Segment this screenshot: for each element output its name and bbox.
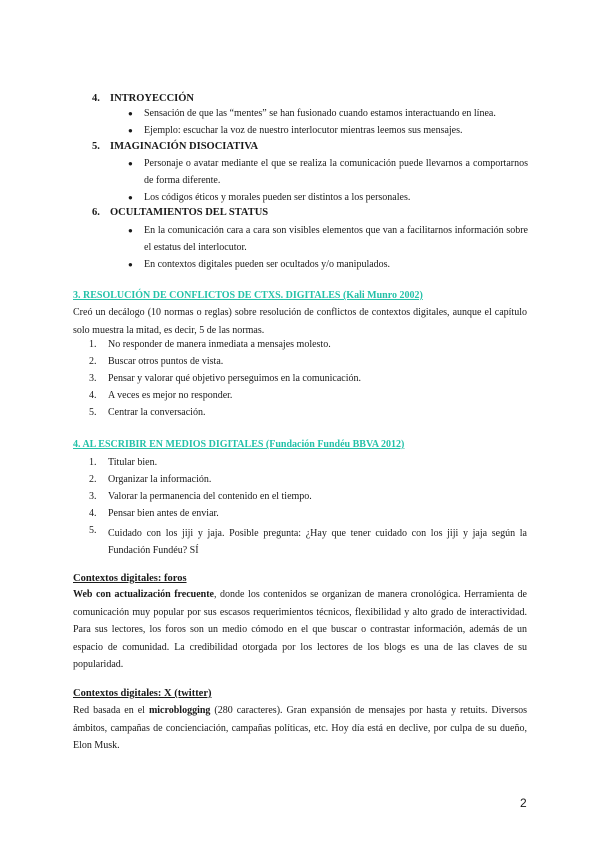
list-number: 2.: [89, 474, 97, 485]
foros-paragraph: [73, 586, 527, 674]
section-title-foros: Contextos digitales: foros: [73, 573, 187, 584]
bullet-text: Personaje o avatar mediante el que se realiza la comunicación puede llevarnos a comportarnos de forma diferente.: [144, 158, 528, 186]
bullet-icon: ●: [128, 126, 133, 135]
section-heading-resolucion-conflictos[interactable]: 3. RESOLUCIÓN DE CONFLICTOS DE CTXS. DIGITALES (Kali Munro 2002): [73, 290, 423, 301]
item-title: INTROYECCIÓN: [110, 93, 195, 104]
bullet-icon: ●: [128, 193, 133, 202]
bullet-icon: ●: [128, 109, 133, 118]
twitter-text-pre: Red basada en el: [73, 705, 149, 716]
list-number: 5.: [89, 525, 97, 536]
item-number: 5.: [92, 141, 100, 152]
bullet-text: En contextos digitales pueden ser ocultados y/o manipulados.: [144, 259, 391, 270]
section-intro-paragraph: Creó un decálogo (10 normas o reglas) sobre resolución de conflictos de contextos digitales, aunque el capítulo solo muestra la mitad, es decir, 5 de las normas.: [73, 307, 527, 336]
section-title-twitter: Contextos digitales: X (twitter): [73, 688, 212, 699]
twitter-bold: microblogging: [148, 705, 211, 716]
foros-text: , donde los contenidos se organizan de manera cronológica. Herramienta de comunicación muy popular por sus escasos requerimientos técnicos, flexibilidad y alto grado de interactividad. Para sus lectores, los foros son un medio cómodo en el que buscar o contrastar información, además de un espacio de comunidad. La credibilidad otorgada por los lectores de los blogs es una de las claves de su popularidad.: [73, 589, 527, 670]
list-number: 1.: [89, 457, 97, 468]
foros-bold-lead: Web con actualización frecuente: [73, 589, 214, 600]
bullet-icon: ●: [128, 260, 133, 269]
list-text: Centrar la conversación.: [108, 407, 206, 418]
list-number: 4.: [89, 508, 97, 519]
list-text: Valorar la permanencia del contenido en el tiempo.: [108, 491, 312, 502]
list-number: 3.: [89, 491, 97, 502]
list-number: 3.: [89, 373, 97, 384]
item-number: 6.: [92, 207, 100, 218]
list-text: No responder de manera inmediata a mensajes molesto.: [108, 339, 331, 350]
bullet-text: En la comunicación cara a cara son visibles elementos que van a facilitarnos información sobre el estatus del interlocutor.: [144, 225, 528, 253]
twitter-paragraph: [73, 702, 527, 755]
list-number: 2.: [89, 356, 97, 367]
bullet-text: Los códigos éticos y morales pueden ser distintos a los personales.: [144, 192, 411, 203]
list-text: Pensar y valorar qué objetivo perseguimos en la comunicación.: [108, 373, 361, 384]
page-number: 2: [520, 796, 527, 810]
list-text: Cuidado con los jiji y jaja. Posible pregunta: ¿Hay que tener cuidado con los jiji y jaja según la Fundación Fundéu? SÍ: [108, 528, 527, 556]
bullet-text: Ejemplo: escuchar la voz de nuestro interlocutor mientras leemos sus mensajes.: [144, 125, 463, 136]
bullet-icon: ●: [128, 226, 133, 235]
list-text: Buscar otros puntos de vista.: [108, 356, 224, 367]
twitter-text-post: (280 caracteres). Gran expansión de mensajes por hasta y retuits. Diversos ámbitos, campañas de concienciación, campañas políticas, etc. Hoy día está en declive, por culpa de su dueño, Elon Musk.: [73, 705, 527, 751]
item-number: 4.: [92, 93, 100, 104]
list-text: Organizar la información.: [108, 474, 212, 485]
list-text: Pensar bien antes de enviar.: [108, 508, 219, 519]
list-text: A veces es mejor no responder.: [108, 390, 233, 401]
bullet-icon: ●: [128, 159, 133, 168]
list-number: 4.: [89, 390, 97, 401]
list-number: 5.: [89, 407, 97, 418]
list-number: 1.: [89, 339, 97, 350]
item-title: IMAGINACIÓN DISOCIATIVA: [110, 141, 259, 152]
section-heading-medios-digitales[interactable]: 4. AL ESCRIBIR EN MEDIOS DIGITALES (Fundación Fundéu BBVA 2012): [73, 439, 405, 450]
bullet-text: Sensación de que las “mentes” se han fusionado cuando estamos interactuando en línea.: [144, 108, 496, 119]
list-text: Titular bien.: [108, 457, 158, 468]
item-title: OCULTAMIENTOS DEL STATUS: [110, 207, 269, 218]
